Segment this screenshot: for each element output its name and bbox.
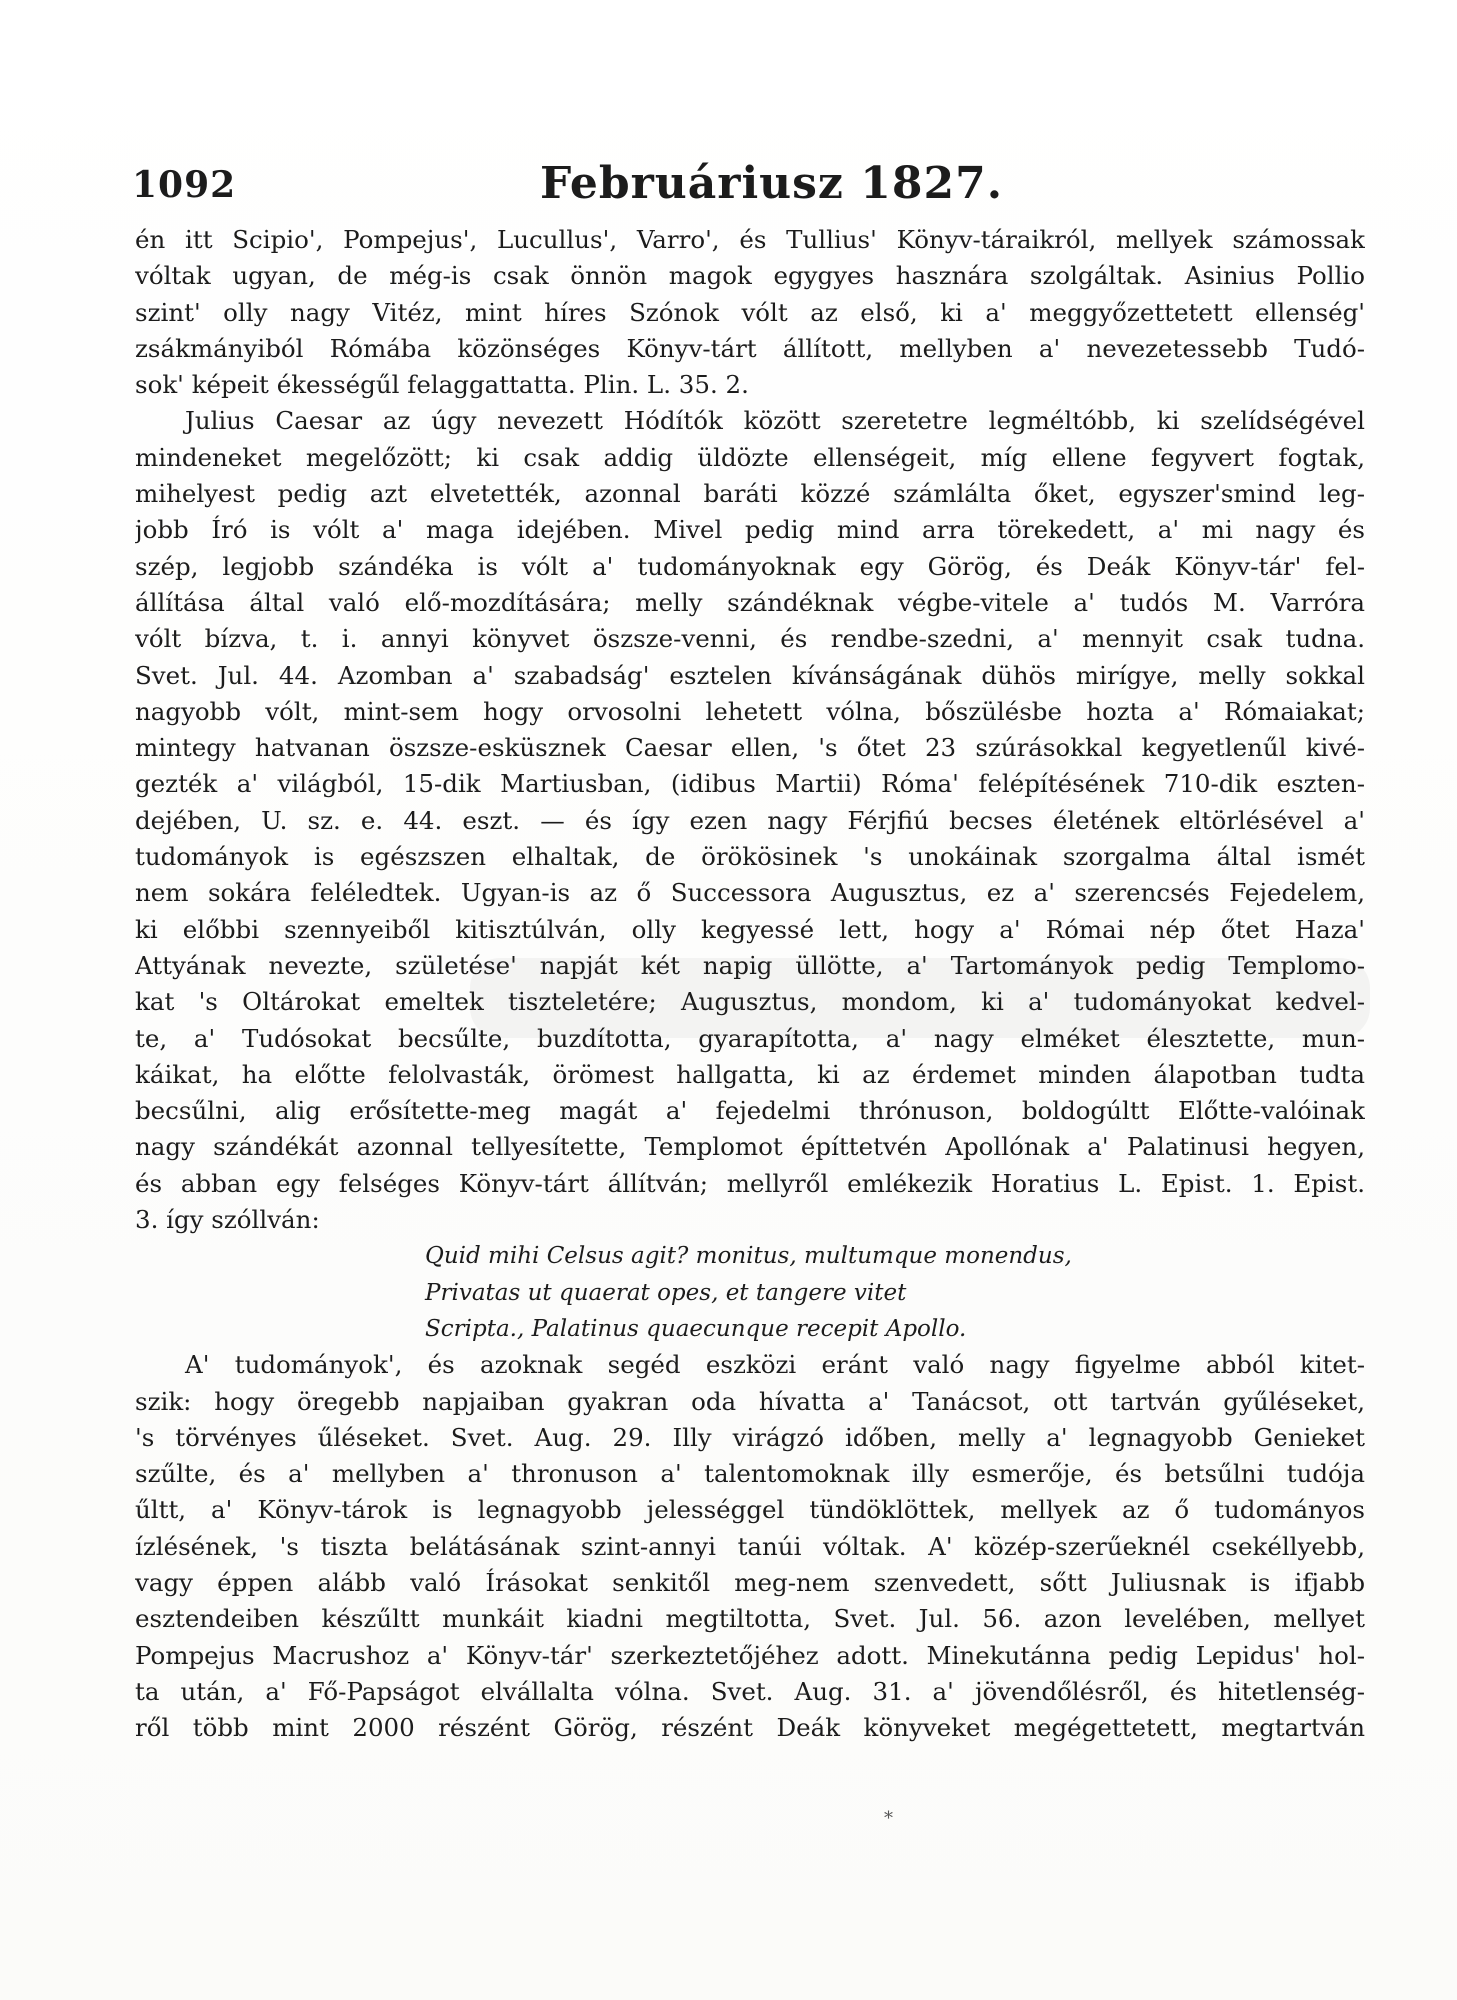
text-line: állítása által való elő-mozdítására; melly szándéknak végbe-vitele a' tudós M. Varróra: [135, 587, 1365, 617]
text-line: mindeneket megelőzött; ki csak addig üldözte ellenségeit, míg ellene fegyvert fogtak,: [135, 442, 1365, 472]
verse-line: Scripta., Palatinus quaecunque recepit Apollo.: [425, 1315, 967, 1342]
text-line: űltt, a' Könyv-tárok is legnagyobb jelességgel tündöklöttek, mellyek az ő tudományos: [135, 1495, 1365, 1525]
text-line: jobb Író is vólt a' maga idejében. Mivel pedig mind arra törekedett, a' mi nagy és: [135, 515, 1365, 545]
text-line: esztendeiben készűltt munkáit kiadni megtiltotta, Svet. Jul. 56. azon levelében, mellyet: [135, 1604, 1365, 1634]
text-line: szűlte, és a' mellyben a' thronuson a' talentomoknak illy esmerője, és betsűlni tudója: [135, 1459, 1365, 1489]
text-line: vagy éppen alább való Írásokat senkitől meg-nem szenvedett, sőtt Juliusnak is ifjabb: [135, 1567, 1365, 1597]
text-line: Julius Caesar az úgy nevezett Hódítók között szeretetre legméltóbb, ki szelídségével: [185, 406, 1365, 436]
text-line: gezték a' világból, 15-dik Martiusban, (idibus Martii) Róma' felépítésének 710-dik eszten-: [135, 769, 1365, 799]
text-line: mintegy hatvanan öszsze-esküsznek Caesar ellen, 's őtet 23 szúrásokkal kegyetlenűl kivé-: [135, 733, 1365, 763]
text-line: vólt bízva, t. i. annyi könyvet öszsze-venni, és rendbe-szedni, a' mennyit csak tudna.: [135, 624, 1365, 654]
text-line: A' tudományok', és azoknak segéd eszközi eránt való nagy figyelme abból kitet-: [185, 1350, 1365, 1380]
body-text: [135, 222, 1365, 1746]
text-line: szép, legjobb szándéka is vólt a' tudományoknak egy Görög, és Deák Könyv-tár' fel-: [135, 551, 1365, 581]
text-line: és abban egy felséges Könyv-tárt állítván; mellyről emlékezik Horatius L. Epist. 1. Epist.: [135, 1168, 1365, 1198]
text-line: én itt Scipio', Pompejus', Lucullus', Varro', és Tullius' Könyv-táraikról, mellyek számossak: [135, 225, 1365, 254]
text-line: 3. így szóllván:: [135, 1205, 320, 1235]
text-line: dejében, U. sz. e. 44. eszt. — és így ezen nagy Férjfiú becses életének eltörlésével a': [135, 805, 1365, 835]
verse-line: Privatas ut quaerat opes, et tangere vitet: [425, 1279, 907, 1306]
text-line: ízlésének, 's tiszta belátásának szint-annyi tanúi vóltak. A' közép-szerűeknél csekéllyebb,: [135, 1531, 1365, 1561]
text-line: sok' képeit ékességűl felaggattatta. Plin. L. 35. 2.: [135, 370, 749, 400]
verse-line: Quid mihi Celsus agit? monitus, multumque monendus,: [425, 1243, 1072, 1270]
text-line: vóltak ugyan, de még-is csak önnön magok egygyes hasznára szolgáltak. Asinius Pollio: [135, 261, 1365, 291]
text-line: Pompejus Macrushoz a' Könyv-tár' szerkeztetőjéhez adott. Minekutánna pedig Lepidus' hol-: [135, 1640, 1365, 1670]
page-header: [120, 150, 1370, 210]
text-line: zsákmányiból Rómába közönséges Könyv-tárt állított, mellyben a' nevezetessebb Tudó-: [135, 333, 1365, 363]
text-line: ta után, a' Fő-Papságot elvállalta vólna. Svet. Aug. 31. a' jövendőlésről, és hitetlenség-: [135, 1676, 1365, 1706]
text-line: ről több mint 2000 részént Görög, részént Deák könyveket megégettetett, megtartván: [135, 1713, 1365, 1743]
text-line: tudományok is egészszen elhaltak, de örökösinek 's unokáinak szorgalma által ismét: [135, 842, 1365, 872]
text-line: mihelyest pedig azt elvetették, azonnal baráti közzé számlálta őket, egyszer'smind leg-: [135, 479, 1365, 509]
page-mark: *: [884, 1808, 893, 1829]
text-line: szint' olly nagy Vitéz, mint híres Szónok vólt az első, ki a' meggyőzettetett ellenség': [135, 297, 1365, 327]
text-line: Svet. Jul. 44. Azomban a' szabadság' esztelen kívánságának dühös mirígye, melly sokkal: [135, 660, 1365, 690]
text-line: te, a' Tudósokat becsűlte, buzdította, gyarapította, a' nagy elméket élesztette, mun-: [135, 1023, 1365, 1053]
text-line: nagy szándékát azonnal tellyesítette, Templomot építtetvén Apollónak a' Palatinusi hegyen,: [135, 1132, 1365, 1162]
text-line: becsűlni, alig erősítette-meg magát a' fejedelmi thrónuson, boldogúltt Előtte-valóinak: [135, 1096, 1365, 1126]
text-line: káikat, ha előtte felolvasták, örömest hallgatta, ki az érdemet minden álapotban tudta: [135, 1059, 1365, 1089]
text-line: nagyobb vólt, mint-sem hogy orvosolni lehetett vólna, bőszülésbe hozta a' Rómaiakat;: [135, 696, 1365, 726]
text-line: nem sokára feléledtek. Ugyan-is az ő Successora Augusztus, ez a' szerencsés Fejedelem,: [135, 878, 1365, 908]
text-line: 's törvényes űléseket. Svet. Aug. 29. Illy virágzó időben, melly a' legnagyobb Genieket: [135, 1422, 1365, 1452]
text-line: szik: hogy öregebb napjaiban gyakran oda hívatta a' Tanácsot, ott tartván gyűléseket,: [135, 1386, 1365, 1416]
text-line: Attyának nevezte, születése' napját két napig üllötte, a' Tartományok pedig Templomo-: [135, 950, 1365, 980]
text-line: ki előbbi szennyeiből kitisztúlván, olly kegyessé lett, hogy a' Római nép őtet Haza': [135, 914, 1365, 944]
running-title: Februáriusz 1827.: [540, 158, 1004, 209]
text-line: kat 's Oltárokat emeltek tiszteletére; Augusztus, mondom, ki a' tudományokat kedvel-: [135, 987, 1365, 1017]
page-number: 1092: [132, 164, 237, 206]
